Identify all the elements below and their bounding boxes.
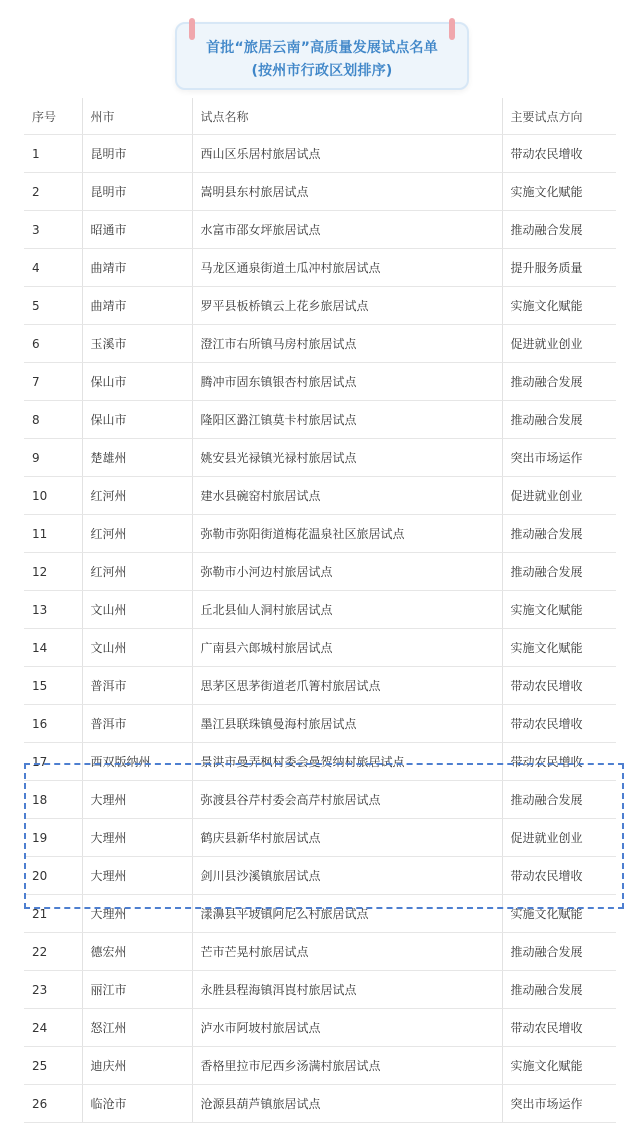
table-row (24, 325, 616, 363)
table-row (24, 933, 616, 971)
cell-number: 2 (24, 173, 82, 211)
cell-direction: 推动融合发展 (502, 971, 616, 1009)
table-row (24, 1047, 616, 1085)
cell-pilot-name: 香格里拉市尼西乡汤满村旅居试点 (192, 1047, 502, 1085)
header-direction: 主要试点方向 (502, 98, 616, 135)
table-row (24, 173, 616, 211)
cell-pilot-name: 思茅区思茅街道老爪箐村旅居试点 (192, 667, 502, 705)
cell-pilot-name: 泸水市阿坡村旅居试点 (192, 1009, 502, 1047)
cell-direction: 促进就业创业 (502, 325, 616, 363)
cell-number: 18 (24, 781, 82, 819)
cell-pilot-name: 弥勒市小河边村旅居试点 (192, 553, 502, 591)
cell-direction: 带动农民增收 (502, 743, 616, 781)
cell-number: 1 (24, 135, 82, 173)
cell-pilot-name: 沧源县葫芦镇旅居试点 (192, 1085, 502, 1123)
cell-pilot-name: 罗平县板桥镇云上花乡旅居试点 (192, 287, 502, 325)
cell-number: 3 (24, 211, 82, 249)
cell-direction: 促进就业创业 (502, 819, 616, 857)
cell-number: 21 (24, 895, 82, 933)
table-row (24, 211, 616, 249)
header-number: 序号 (24, 98, 82, 135)
cell-number: 9 (24, 439, 82, 477)
table-row (24, 287, 616, 325)
cell-city: 德宏州 (82, 933, 192, 971)
cell-direction: 实施文化赋能 (502, 629, 616, 667)
cell-direction: 突出市场运作 (502, 439, 616, 477)
table-row (24, 705, 616, 743)
cell-city: 保山市 (82, 363, 192, 401)
cell-city: 丽江市 (82, 971, 192, 1009)
cell-pilot-name: 永胜县程海镇洱崀村旅居试点 (192, 971, 502, 1009)
cell-city: 大理州 (82, 857, 192, 895)
cell-pilot-name: 广南县六郎城村旅居试点 (192, 629, 502, 667)
cell-number: 15 (24, 667, 82, 705)
cell-city: 玉溪市 (82, 325, 192, 363)
cell-direction: 实施文化赋能 (502, 591, 616, 629)
cell-direction: 带动农民增收 (502, 667, 616, 705)
table-row (24, 819, 616, 857)
cell-city: 保山市 (82, 401, 192, 439)
title-sub: (按州市行政区划排序) (251, 63, 393, 79)
cell-pilot-name: 马龙区通泉街道土瓜冲村旅居试点 (192, 249, 502, 287)
table-body (24, 135, 616, 1123)
cell-pilot-name: 弥渡县谷芹村委会高芹村旅居试点 (192, 781, 502, 819)
cell-city: 昭通市 (82, 211, 192, 249)
cell-city: 文山州 (82, 629, 192, 667)
header-pilot-name: 试点名称 (192, 98, 502, 135)
cell-pilot-name: 腾冲市固东镇银杏村旅居试点 (192, 363, 502, 401)
table-row (24, 363, 616, 401)
cell-direction: 推动融合发展 (502, 363, 616, 401)
cell-direction: 实施文化赋能 (502, 287, 616, 325)
cell-number: 8 (24, 401, 82, 439)
cell-pilot-name: 西山区乐居村旅居试点 (192, 135, 502, 173)
cell-city: 红河州 (82, 477, 192, 515)
cell-city: 普洱市 (82, 667, 192, 705)
header-city: 州市 (82, 98, 192, 135)
cell-city: 曲靖市 (82, 249, 192, 287)
cell-direction: 提升服务质量 (502, 249, 616, 287)
cell-number: 26 (24, 1085, 82, 1123)
table-row (24, 629, 616, 667)
pilot-list-table (24, 98, 616, 1123)
cell-city: 红河州 (82, 553, 192, 591)
cell-number: 10 (24, 477, 82, 515)
table-row (24, 781, 616, 819)
table-row (24, 743, 616, 781)
table-row (24, 591, 616, 629)
table-row (24, 477, 616, 515)
cell-city: 大理州 (82, 819, 192, 857)
cell-direction: 推动融合发展 (502, 553, 616, 591)
cell-number: 22 (24, 933, 82, 971)
cell-number: 23 (24, 971, 82, 1009)
table-row (24, 439, 616, 477)
cell-number: 16 (24, 705, 82, 743)
cell-number: 6 (24, 325, 82, 363)
cell-number: 19 (24, 819, 82, 857)
cell-city: 西双版纳州 (82, 743, 192, 781)
cell-city: 曲靖市 (82, 287, 192, 325)
cell-direction: 推动融合发展 (502, 781, 616, 819)
cell-pilot-name: 丘北县仙人洞村旅居试点 (192, 591, 502, 629)
cell-city: 红河州 (82, 515, 192, 553)
cell-direction: 推动融合发展 (502, 515, 616, 553)
cell-number: 12 (24, 553, 82, 591)
cell-direction: 促进就业创业 (502, 477, 616, 515)
table-row (24, 135, 616, 173)
cell-city: 大理州 (82, 781, 192, 819)
cell-number: 20 (24, 857, 82, 895)
cell-city: 昆明市 (82, 135, 192, 173)
cell-pilot-name: 芒市芒晃村旅居试点 (192, 933, 502, 971)
cell-pilot-name: 隆阳区潞江镇莫卡村旅居试点 (192, 401, 502, 439)
cell-number: 4 (24, 249, 82, 287)
cell-direction: 带动农民增收 (502, 135, 616, 173)
cell-direction: 实施文化赋能 (502, 173, 616, 211)
cell-direction: 突出市场运作 (502, 1085, 616, 1123)
table-row (24, 667, 616, 705)
cell-number: 13 (24, 591, 82, 629)
cell-direction: 带动农民增收 (502, 857, 616, 895)
cell-number: 17 (24, 743, 82, 781)
cell-city: 普洱市 (82, 705, 192, 743)
title-main: 首批“旅居云南”高质量发展试点名单 (206, 40, 438, 56)
table-row (24, 249, 616, 287)
cell-number: 7 (24, 363, 82, 401)
cell-pilot-name: 澄江市右所镇马房村旅居试点 (192, 325, 502, 363)
cell-direction: 带动农民增收 (502, 1009, 616, 1047)
cell-city: 文山州 (82, 591, 192, 629)
cell-pilot-name: 漾濞县平坡镇阿尼么村旅居试点 (192, 895, 502, 933)
cell-direction: 推动融合发展 (502, 401, 616, 439)
cell-direction: 带动农民增收 (502, 705, 616, 743)
cell-direction: 推动融合发展 (502, 933, 616, 971)
cell-number: 24 (24, 1009, 82, 1047)
table-row (24, 1085, 616, 1123)
cell-number: 14 (24, 629, 82, 667)
cell-number: 11 (24, 515, 82, 553)
cell-city: 临沧市 (82, 1085, 192, 1123)
cell-city: 昆明市 (82, 173, 192, 211)
cell-number: 5 (24, 287, 82, 325)
cell-pilot-name: 剑川县沙溪镇旅居试点 (192, 857, 502, 895)
cell-pilot-name: 墨江县联珠镇曼海村旅居试点 (192, 705, 502, 743)
table-row (24, 553, 616, 591)
cell-pilot-name: 水富市邵女坪旅居试点 (192, 211, 502, 249)
cell-pilot-name: 景洪市曼弄枫村委会曼贺纳村旅居试点 (192, 743, 502, 781)
table-row (24, 857, 616, 895)
cell-pilot-name: 弥勒市弥阳街道梅花温泉社区旅居试点 (192, 515, 502, 553)
table-row (24, 1009, 616, 1047)
title-card (175, 22, 469, 90)
cell-city: 怒江州 (82, 1009, 192, 1047)
table-row (24, 515, 616, 553)
cell-number: 25 (24, 1047, 82, 1085)
cell-pilot-name: 嵩明县东村旅居试点 (192, 173, 502, 211)
cell-direction: 实施文化赋能 (502, 895, 616, 933)
table-header-row (24, 98, 616, 135)
cell-direction: 实施文化赋能 (502, 1047, 616, 1085)
table-row (24, 971, 616, 1009)
cell-pilot-name: 姚安县光禄镇光禄村旅居试点 (192, 439, 502, 477)
cell-city: 楚雄州 (82, 439, 192, 477)
table-row (24, 895, 616, 933)
cell-pilot-name: 鹤庆县新华村旅居试点 (192, 819, 502, 857)
cell-direction: 推动融合发展 (502, 211, 616, 249)
cell-city: 迪庆州 (82, 1047, 192, 1085)
table-row (24, 401, 616, 439)
cell-city: 大理州 (82, 895, 192, 933)
cell-pilot-name: 建水县碗窑村旅居试点 (192, 477, 502, 515)
